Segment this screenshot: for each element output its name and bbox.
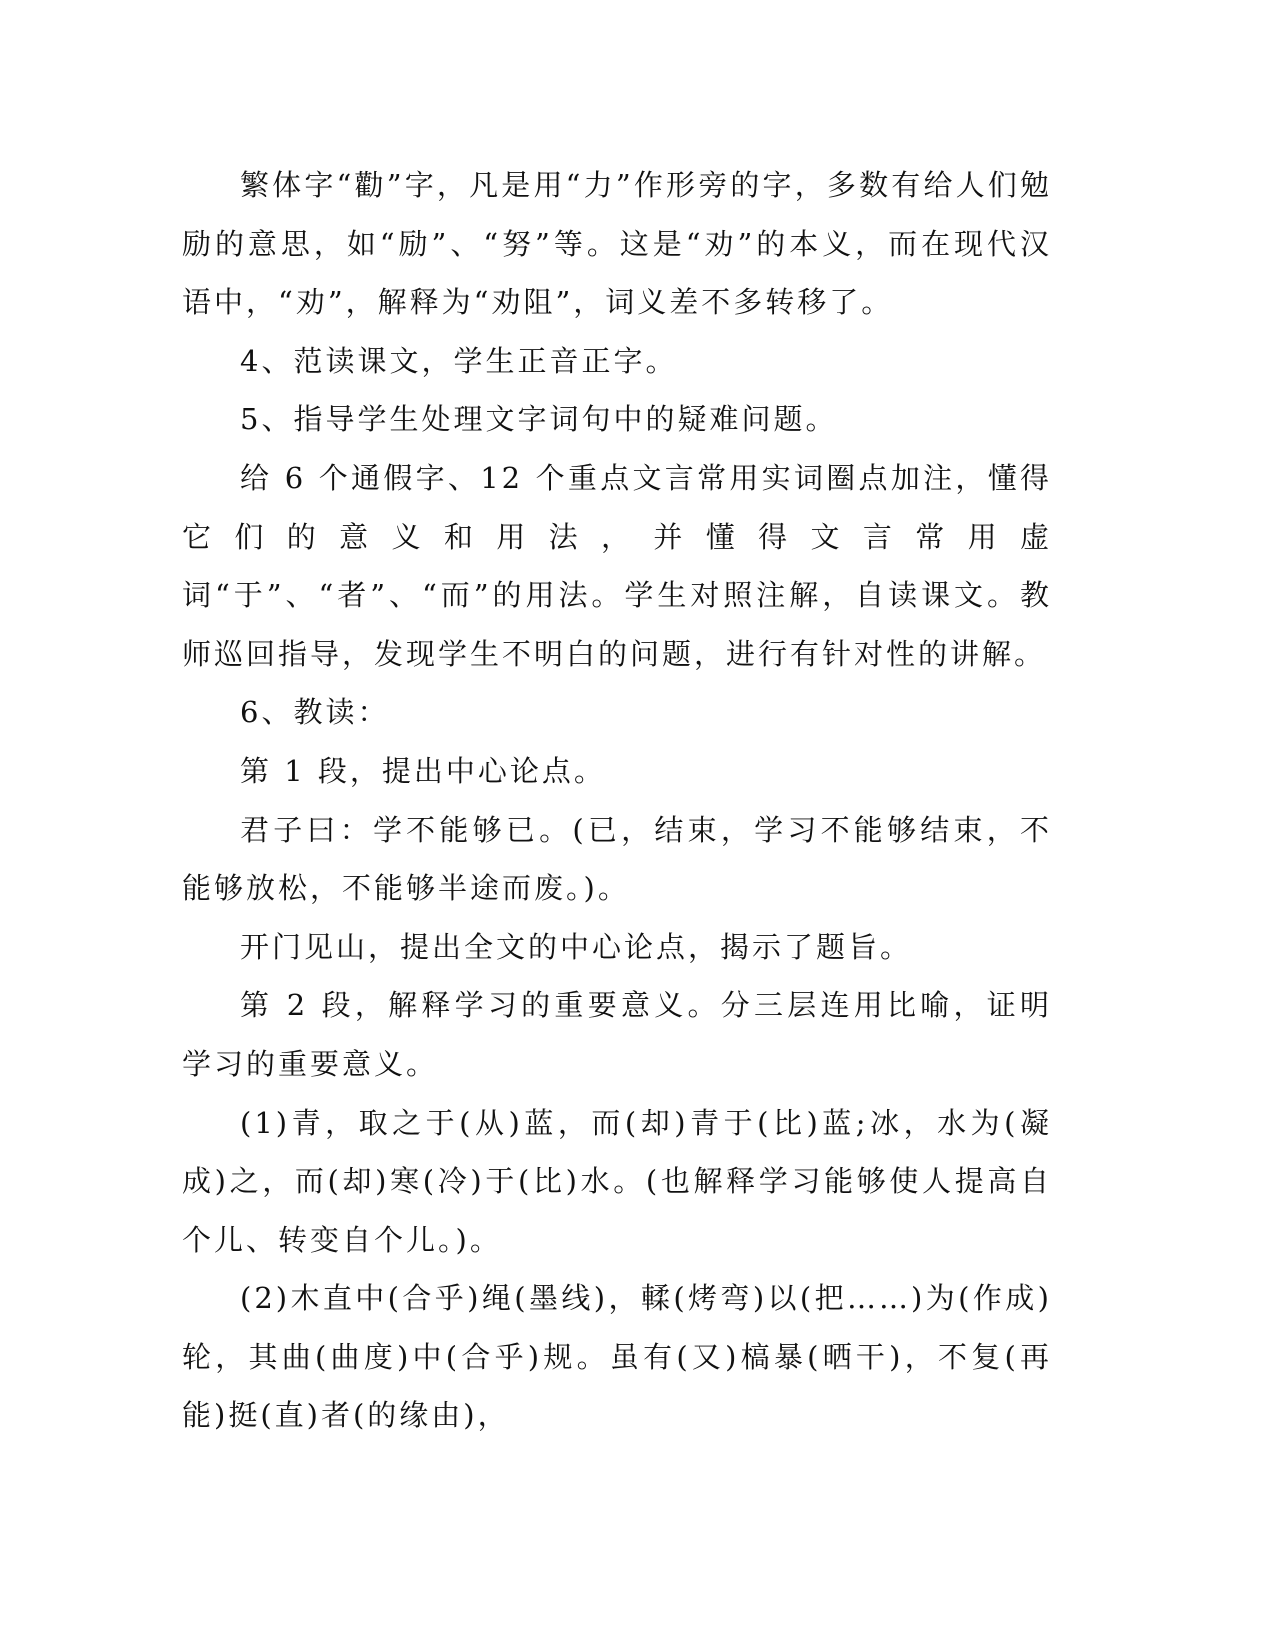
paragraph-section-1: 第 1 段，提出中心论点。 xyxy=(240,753,606,788)
paragraph-thesis-note: 开门见山，提出全文的中心论点，揭示了题旨。 xyxy=(240,929,913,964)
paragraph-metaphor-2: (2)木直中(合乎)绳(墨线)，輮(烤弯)以(把……)为(作成)轮，其曲(曲度)中(合乎)规。虽有(又)槁暴(晒干)，不复(再能)挺(直)者(的缘由)， xyxy=(182,1281,1052,1433)
paragraph-step-5: 5、指导学生处理文字词句中的疑难问题。 xyxy=(240,402,838,437)
document-body xyxy=(182,156,1052,1445)
paragraph-quote-1: 君子曰：学不能够已。(已，结束，学习不能够结束，不能够放松，不能够半途而废。)。 xyxy=(182,812,1052,906)
paragraph-step-4: 4、范读课文，学生正音正字。 xyxy=(240,343,678,378)
paragraph-metaphor-1: (1)青，取之于(从)蓝，而(却)青于(比)蓝;冰，水为(凝成)之，而(却)寒(冷)于(比)水。(也解释学习能够使人提高自个儿、转变自个儿。)。 xyxy=(182,1105,1052,1257)
paragraph-etymology: 繁体字“勸”字，凡是用“力”作形旁的字，多数有给人们勉励的意思，如“励”、“努”等。这是“劝”的本义，而在现代汉语中，“劝”，解释为“劝阻”，词义差不多转移了。 xyxy=(182,168,1052,320)
paragraph-annotation-guide: 给 6 个通假字、12 个重点文言常用实词圈点加注，懂得它们的意义和用法，并懂得文言常用虚词“于”、“者”、“而”的用法。学生对照注解，自读课文。教师巡回指导，发现学生不明白的问题，进行有针对性的讲解。 xyxy=(182,460,1052,671)
paragraph-section-2: 第 2 段，解释学习的重要意义。分三层连用比喻，证明学习的重要意义。 xyxy=(182,988,1052,1081)
paragraph-step-6: 6、教读： xyxy=(240,695,390,730)
